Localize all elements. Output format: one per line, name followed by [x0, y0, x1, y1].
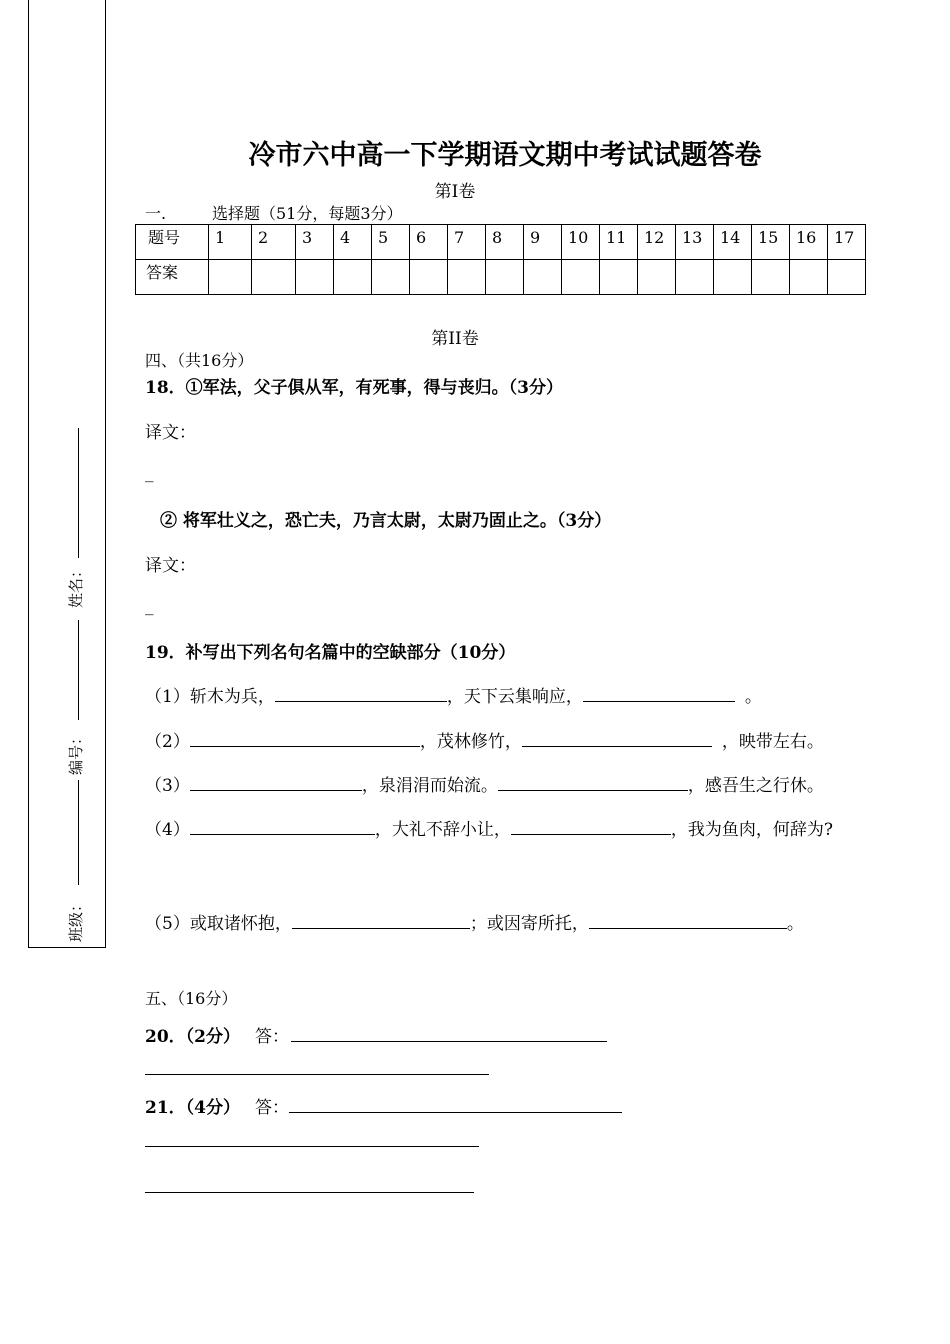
q19-line-5 [145, 909, 804, 934]
answer-line[interactable] [291, 1041, 607, 1042]
table-cell: 4 [334, 225, 372, 260]
q19-line-1 [145, 682, 762, 707]
id-label: 编号： [67, 729, 85, 775]
answer-line[interactable] [145, 1146, 479, 1147]
table-cell: 5 [372, 225, 410, 260]
fill-blank[interactable] [522, 745, 712, 747]
translation-label: 译文： [145, 423, 196, 443]
part2-heading: 第II卷 [431, 329, 479, 349]
q19-3-text-a: （3） [145, 776, 190, 796]
table-cell: 8 [486, 225, 524, 260]
q19-2-text-c: ，映带左右。 [721, 732, 824, 752]
name-label: 姓名： [67, 562, 85, 608]
q19-4-text-a: （4） [145, 820, 190, 840]
name-line [78, 428, 79, 558]
answer-blank: _ [145, 463, 154, 483]
answer-line[interactable] [145, 1074, 489, 1075]
answer-cell[interactable] [600, 260, 638, 295]
q19-5-text-c: 。 [786, 914, 804, 934]
page-title: 冷市六中高一下学期语文期中考试试题答卷 [248, 140, 762, 171]
table-cell: 14 [714, 225, 752, 260]
fill-blank[interactable] [511, 833, 671, 835]
table-row [136, 260, 866, 295]
q19-5-text-b: ；或因寄所托， [469, 914, 589, 934]
answer-cell[interactable] [486, 260, 524, 295]
answer-blank: _ [145, 596, 154, 616]
answer-cell[interactable] [372, 260, 410, 295]
q19-4-text-b: ，大礼不辞小让， [374, 820, 511, 840]
fill-blank[interactable] [275, 700, 447, 702]
q21-answer-label: 答： [255, 1098, 289, 1118]
fill-blank[interactable] [498, 789, 688, 791]
answer-cell[interactable] [448, 260, 486, 295]
answer-line[interactable] [289, 1112, 622, 1113]
answer-cell[interactable] [334, 260, 372, 295]
table-row [136, 225, 866, 260]
class-label: 班级： [67, 896, 85, 942]
table-cell: 6 [410, 225, 448, 260]
answer-table [135, 224, 866, 295]
q19-2-text-b: ，茂林修竹， [419, 732, 522, 752]
answer-cell[interactable] [714, 260, 752, 295]
table-cell: 15 [752, 225, 790, 260]
q19-5-text-a: （5）或取诸怀抱， [145, 914, 292, 934]
table-cell: 11 [600, 225, 638, 260]
answer-cell[interactable] [828, 260, 866, 295]
q19-1-text-b: ，天下云集响应， [446, 687, 583, 707]
q19-title: 19．补写出下列名句名篇中的空缺部分（10分） [145, 643, 516, 663]
answer-cell[interactable] [296, 260, 334, 295]
fill-blank[interactable] [583, 700, 735, 702]
answer-cell[interactable] [562, 260, 600, 295]
q19-1-text-a: （1）斩木为兵， [145, 687, 275, 707]
table-cell: 16 [790, 225, 828, 260]
class-line [78, 780, 79, 885]
q20-answer-label: 答： [255, 1027, 289, 1047]
translation-label: 译文： [145, 556, 196, 576]
q19-line-2 [145, 727, 824, 752]
q19-line-3 [145, 771, 824, 796]
answer-cell[interactable] [252, 260, 296, 295]
fill-blank[interactable] [190, 833, 375, 835]
q19-1-text-c: 。 [744, 687, 762, 707]
id-line [78, 620, 79, 720]
q18-sub2: ② 将军壮义之，恐亡夫，乃言太尉，太尉乃固止之。（3分） [160, 511, 612, 531]
table-cell: 1 [209, 225, 252, 260]
q19-2-text-a: （2） [145, 732, 190, 752]
q18-title: 18．①军法，父子俱从军，有死事，得与丧归。（3分） [145, 378, 563, 398]
table-cell: 9 [524, 225, 562, 260]
table-cell: 2 [252, 225, 296, 260]
row-header-answer: 答案 [136, 260, 209, 295]
section4-heading: 四、（共16分） [145, 351, 254, 370]
fill-blank[interactable] [190, 745, 420, 747]
table-cell: 17 [828, 225, 866, 260]
answer-cell[interactable] [752, 260, 790, 295]
answer-cell[interactable] [676, 260, 714, 295]
q19-3-text-b: ，泉涓涓而始流。 [361, 776, 498, 796]
fill-blank[interactable] [589, 927, 787, 929]
answer-cell[interactable] [209, 260, 252, 295]
answer-line[interactable] [145, 1192, 474, 1193]
answer-cell[interactable] [524, 260, 562, 295]
fill-blank[interactable] [292, 927, 470, 929]
table-cell: 13 [676, 225, 714, 260]
q21-number: 21．（4分） [145, 1098, 240, 1118]
q19-4-text-c: ，我为鱼肉，何辞为? [670, 820, 833, 840]
fill-blank[interactable] [190, 789, 362, 791]
section5-heading: 五、（16分） [145, 989, 238, 1008]
table-cell: 3 [296, 225, 334, 260]
section1-label: 一. [145, 204, 167, 223]
answer-cell[interactable] [410, 260, 448, 295]
q20-number: 20．（2分） [145, 1027, 240, 1047]
answer-cell[interactable] [638, 260, 676, 295]
table-cell: 7 [448, 225, 486, 260]
answer-cell[interactable] [790, 260, 828, 295]
q19-line-4 [145, 815, 833, 840]
part1-heading: 第Ⅰ卷 [434, 182, 476, 202]
q19-3-text-c: ，感吾生之行休。 [687, 776, 824, 796]
section1-desc: 选择题（51分，每题3分） [212, 204, 403, 223]
table-cell: 10 [562, 225, 600, 260]
table-cell: 12 [638, 225, 676, 260]
row-header-number: 题号 [136, 225, 209, 260]
